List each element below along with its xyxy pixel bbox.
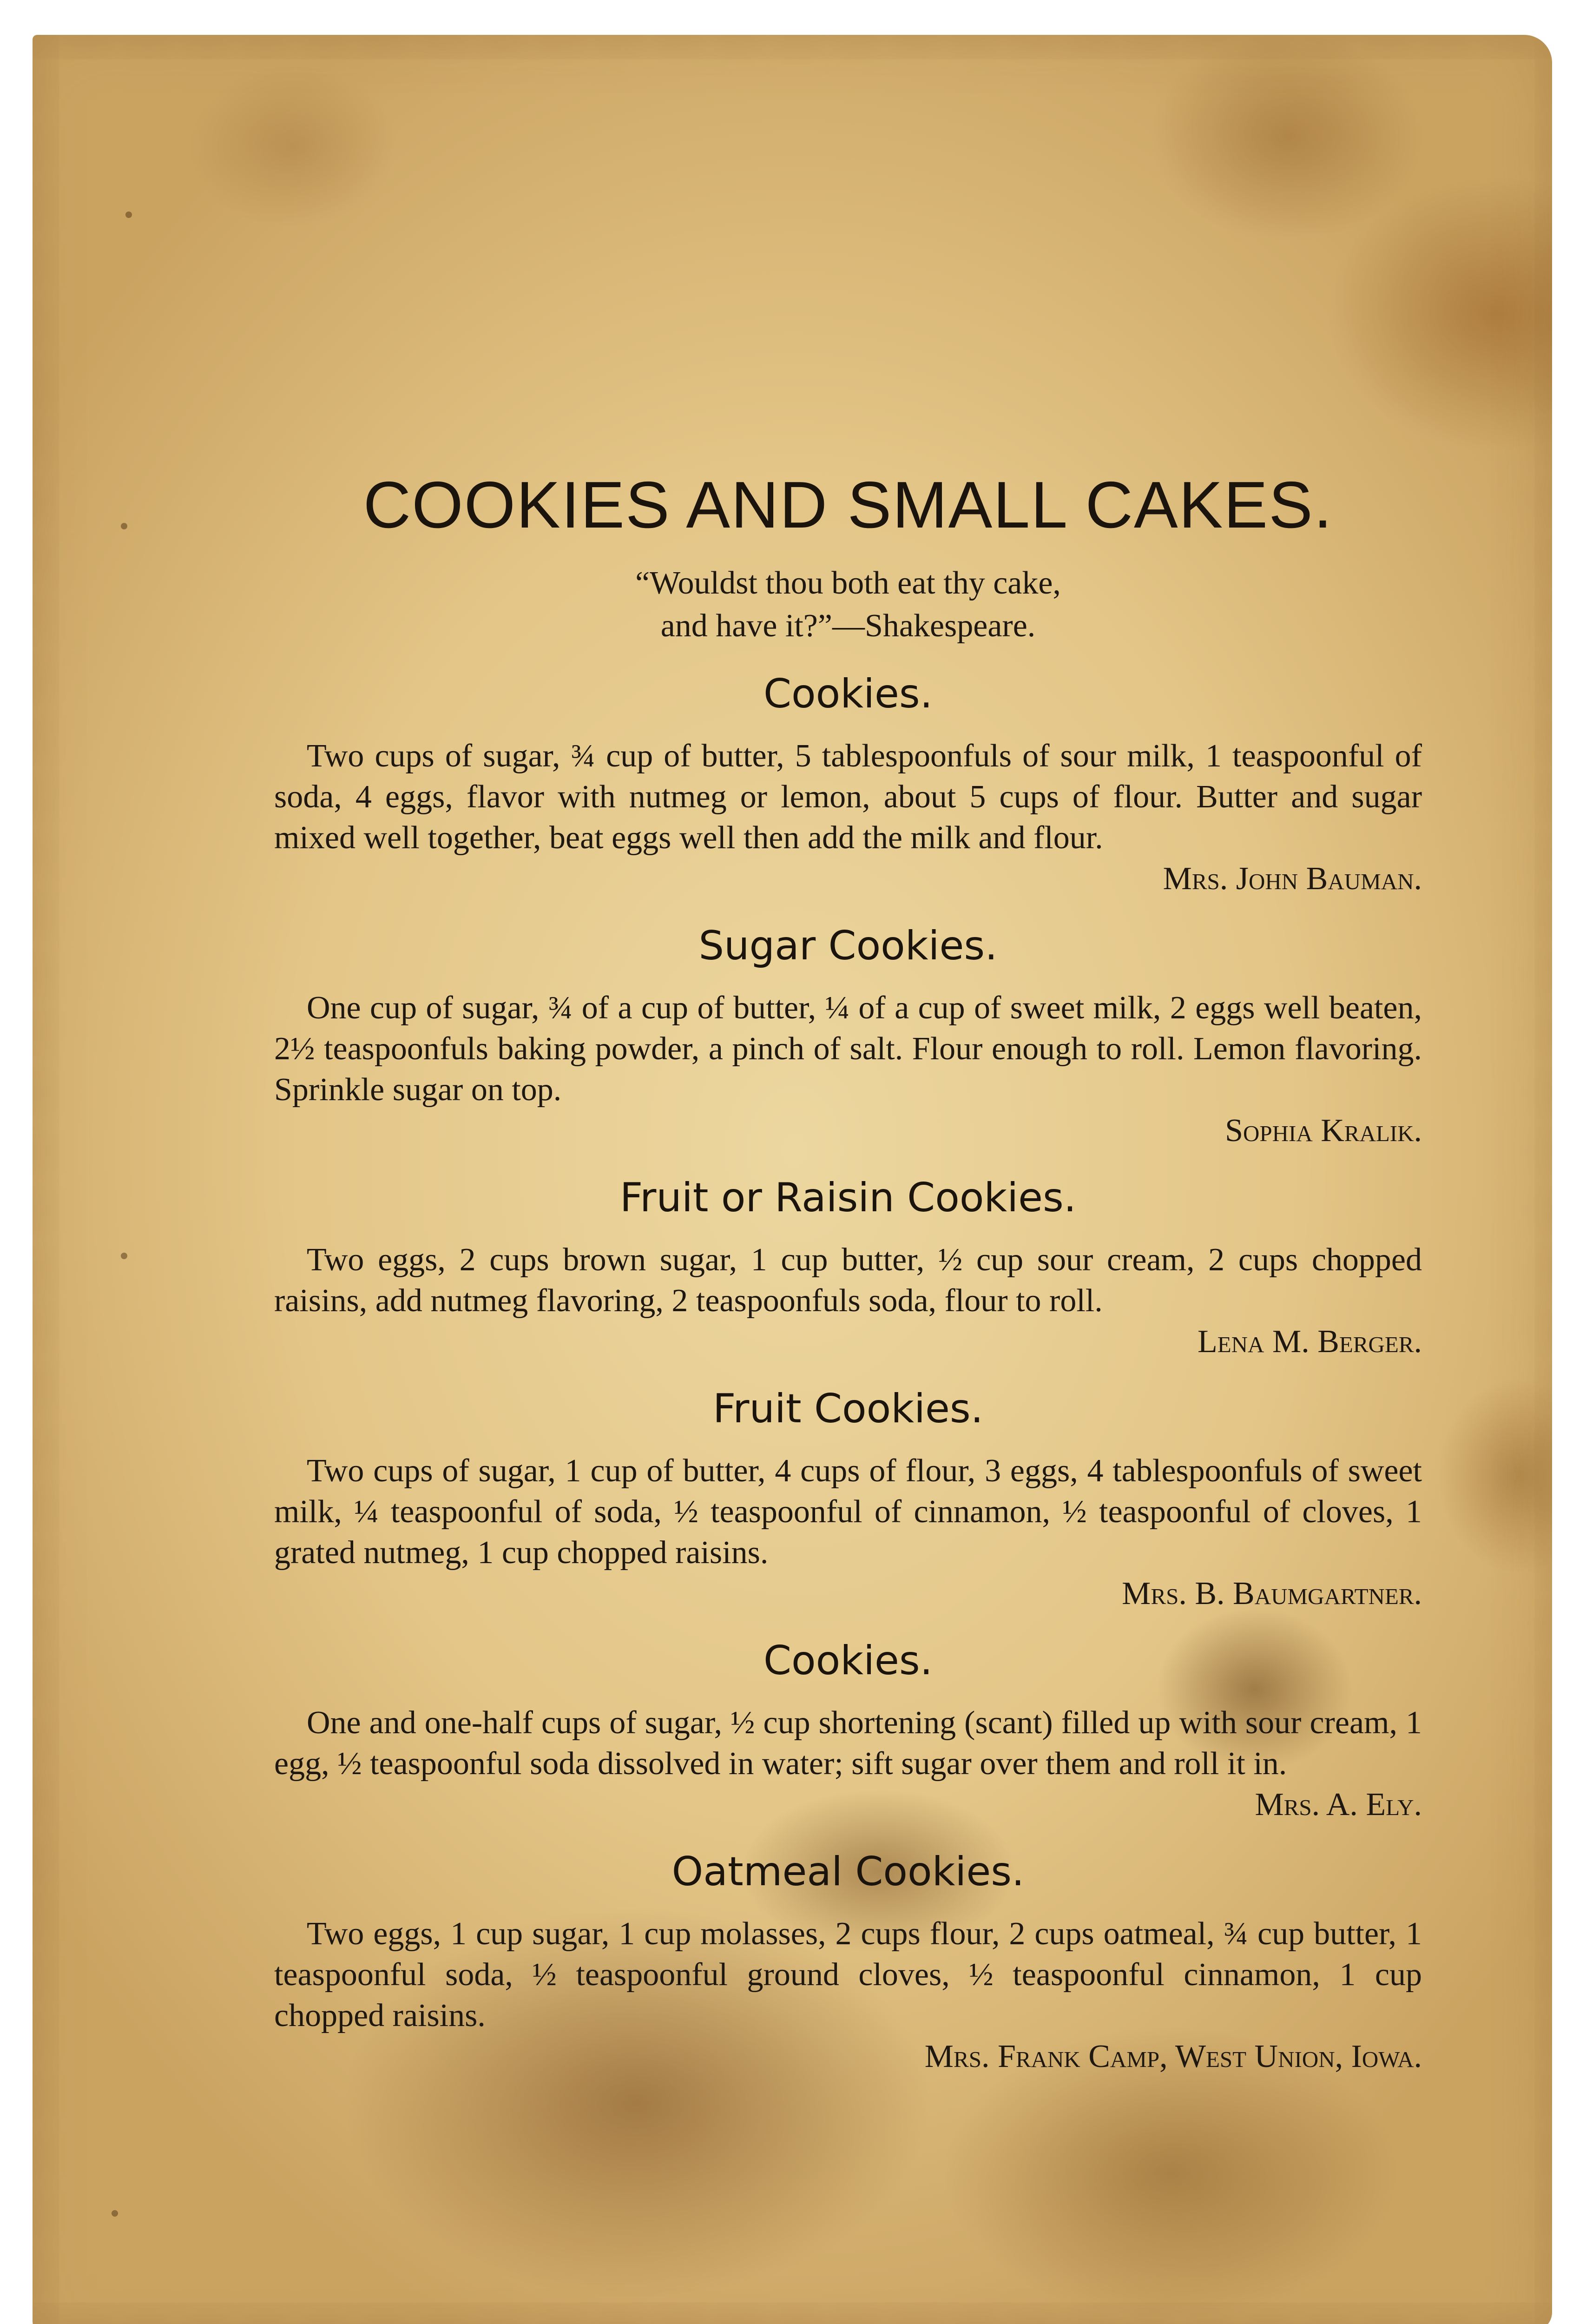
epigraph-line: and have it?”—Shakespeare.: [660, 608, 1036, 644]
recipe-contributor: Lena M. Berger.: [1197, 1324, 1422, 1360]
recipe-body: [274, 988, 1422, 1110]
binding-hole-mark: [112, 2210, 118, 2217]
epigraph: [274, 562, 1422, 647]
aged-paper-page: [33, 35, 1552, 2324]
recipe-cookies: [274, 671, 1422, 899]
epigraph-line: “Wouldst thou both eat thy cake,: [635, 565, 1061, 601]
recipe-body: [274, 736, 1422, 858]
recipe-title: Cookies.: [763, 671, 933, 717]
recipe-text: Two eggs, 2 cups brown sugar, 1 cup butter, ½ cup sour cream, 2 cups chopped raisins, add nutmeg flavoring, 2 teaspoonfuls soda, flour to roll.: [274, 1242, 1422, 1319]
recipe-sugar-cookies: [274, 923, 1422, 1151]
recipe-cookies-2: [274, 1637, 1422, 1825]
recipe-fruit-cookies: [274, 1386, 1422, 1614]
recipe-text: Two cups of sugar, ¾ cup of butter, 5 tablespoonfuls of sour milk, 1 teaspoonful of soda, 4 eggs, flavor with nutmeg or lemon, about 5 cups of flour. Butter and sugar mixed well together, beat eggs well then add the milk and flour.: [274, 738, 1422, 856]
binding-hole-mark: [121, 523, 127, 529]
recipe-text: One cup of sugar, ¾ of a cup of butter, ¼ of a cup of sweet milk, 2 eggs well beaten, 2½ teaspoonfuls baking powder, a pinch of salt. Flour enough to roll. Lemon flavoring. Sprinkle sugar on top.: [274, 990, 1422, 1108]
recipe-body: [274, 1240, 1422, 1321]
recipe-body: [274, 1703, 1422, 1784]
page-content: [274, 467, 1422, 2077]
recipe-contributor: Sophia Kralik.: [1225, 1113, 1422, 1149]
recipe-fruit-or-raisin-cookies: [274, 1175, 1422, 1362]
recipe-title: Oatmeal Cookies.: [671, 1849, 1025, 1895]
recipe-contributor: Mrs. Frank Camp, West Union, Iowa.: [924, 2039, 1422, 2074]
recipe-title: Fruit or Raisin Cookies.: [619, 1175, 1077, 1221]
recipe-contributor: Mrs. John Bauman.: [1163, 861, 1422, 897]
recipe-contributor: Mrs. B. Baumgartner.: [1122, 1576, 1422, 1611]
recipe-title: Sugar Cookies.: [698, 923, 998, 969]
binding-hole-mark: [125, 211, 132, 218]
recipe-text: One and one-half cups of sugar, ½ cup shortening (scant) filled up with sour cream, 1 egg, ½ teaspoonful soda dissolved in water; sift sugar over them and roll it in.: [274, 1705, 1422, 1782]
binding-hole-mark: [121, 1253, 127, 1259]
recipe-text: Two eggs, 1 cup sugar, 1 cup molasses, 2 cups flour, 2 cups oatmeal, ¾ cup butter, 1 teaspoonful soda, ½ teaspoonful ground cloves, ½ teaspoonful cinnamon, 1 cup chopped raisins.: [274, 1916, 1422, 2034]
recipe-title: Cookies.: [763, 1637, 933, 1684]
recipe-oatmeal-cookies: [274, 1849, 1422, 2077]
recipe-title: Fruit Cookies.: [712, 1386, 984, 1432]
recipe-contributor: Mrs. A. Ely.: [1255, 1787, 1422, 1822]
recipe-body: [274, 1451, 1422, 1573]
recipe-body: [274, 1914, 1422, 2036]
recipe-text: Two cups of sugar, 1 cup of butter, 4 cups of flour, 3 eggs, 4 tablespoonfuls of sweet milk, ¼ teaspoonful of soda, ½ teaspoonful of cinnamon, ½ teaspoonful of cloves, 1 grated nutmeg, 1 cup chopped raisins.: [274, 1453, 1422, 1571]
chapter-title: COOKIES AND SMALL CAKES.: [363, 468, 1333, 542]
